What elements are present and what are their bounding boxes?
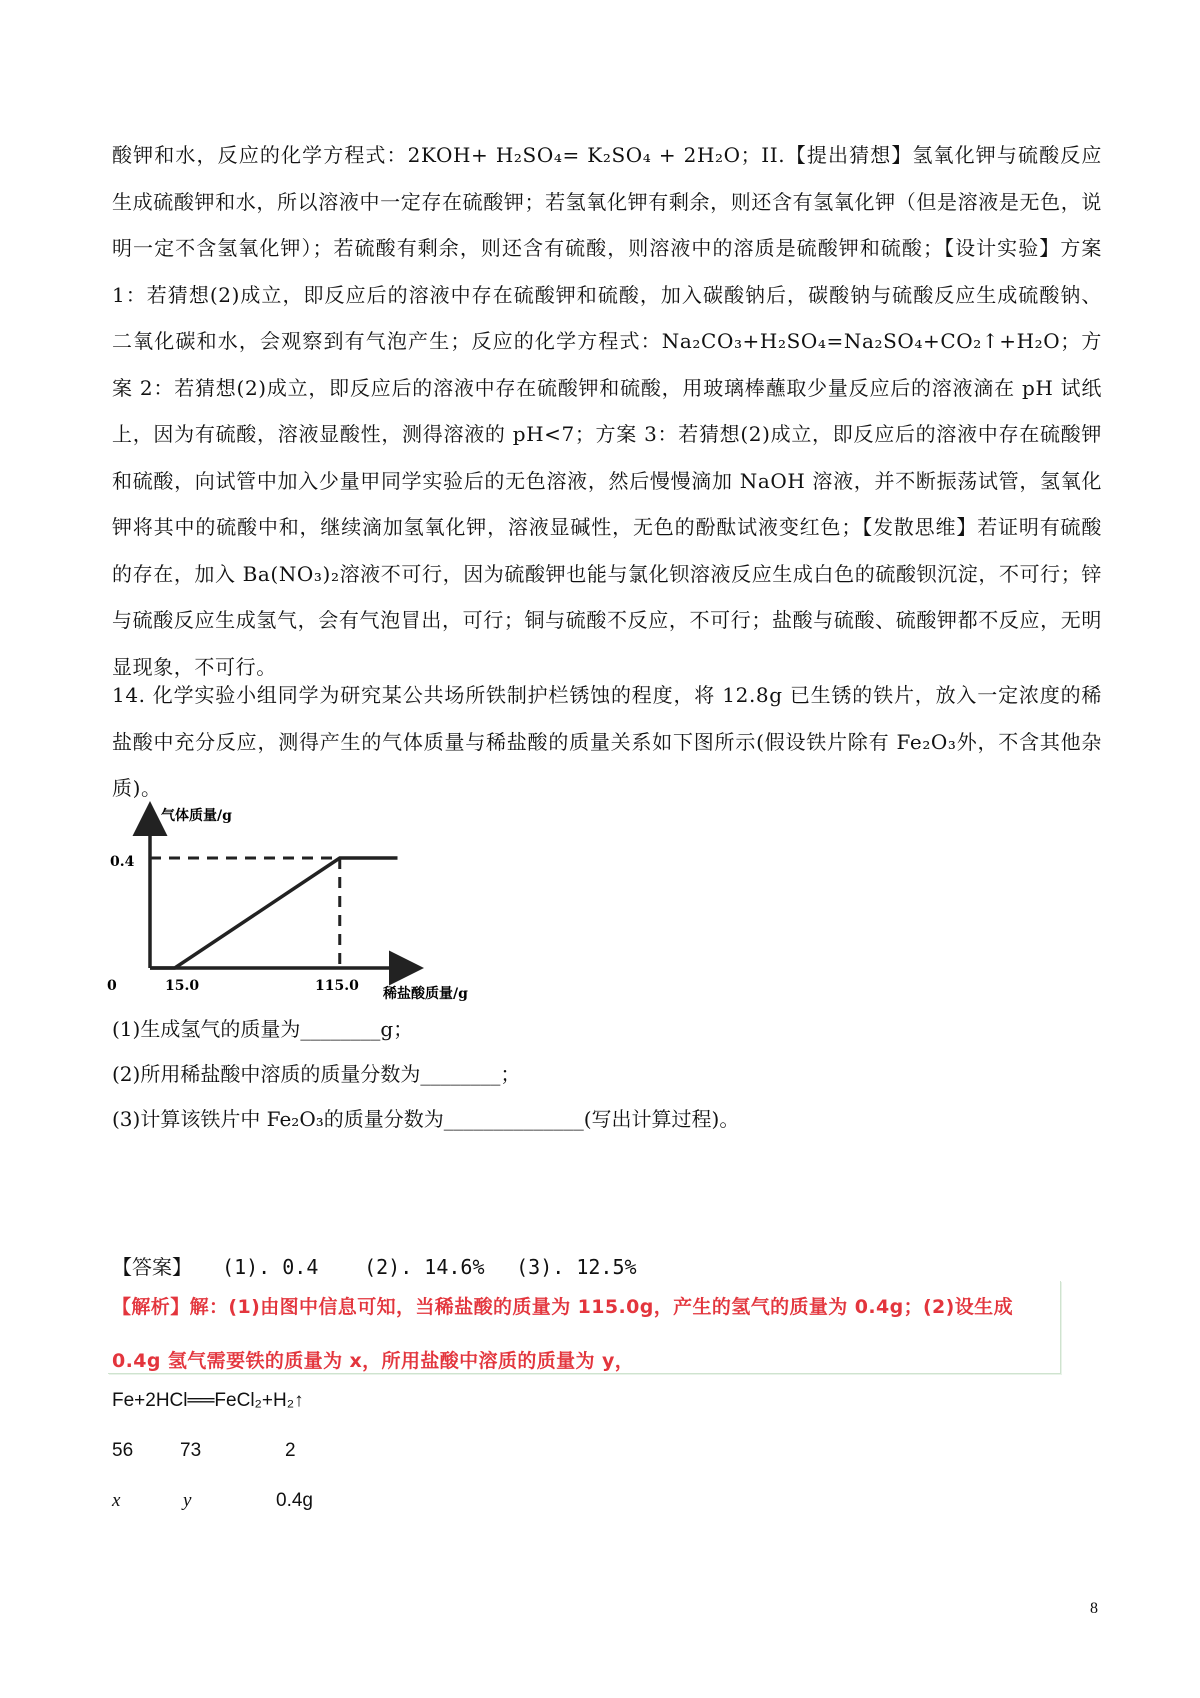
question-stem [112,672,1102,812]
answer-2: (2). 14.6% [364,1255,485,1279]
gas-mass-chart [95,800,495,1020]
sub-question-2: (2)所用稀盐酸中溶质的质量分数为________； [112,1062,521,1086]
x-axis-label: 稀盐酸质量/g [383,986,468,1002]
solution-text: 酸钾和水，反应的化学方程式：2KOH+ H₂SO₄= K₂SO₄ + 2H₂O；II.【提出猜想】氢氧化钾与硫酸反应生成硫酸钾和水，所以溶液中一定存在硫酸钾；若氢氧化钾有剩余，则还含有氢氧化钾（但是溶液是无色，说明一定不含氢氧化钾）；若硫酸有剩余，则还含有硫酸，则溶液中的溶质是硫酸钾和硫酸；【设计实验】方案 1：若猜想(2)成立，即反应后的溶液中存在硫酸钾和硫酸，加入碳酸钠后，碳酸钠与硫酸反应生成硫酸钠、二氧化碳和水，会观察到有气泡产生；反应的化学方程式：Na₂CO₃+H₂SO₄=Na₂SO₄+CO₂↑+H₂O；方案 2：若猜想(2)成立，即反应后的溶液中存在硫酸钾和硫酸，用玻璃棒蘸取少量反应后的溶液滴在 pH 试纸上，因为有硫酸，溶液显酸性，测得溶液的 pH<7；方案 3：若猜想(2)成立，即反应后的溶液中存在硫酸钾和硫酸，向试管中加入少量甲同学实验后的无色溶液，然后慢慢滴加 NaOH 溶液，并不断振荡试管，氢氧化钾将其中的硫酸中和，继续滴加氢氧化钾，溶液显碱性，无色的酚酞试液变红色；【发散思维】若证明有硫酸的存在，加入 Ba(NO₃)₂溶液不可行，因为硫酸钾也能与氯化钡溶液反应生成白色的硫酸钡沉淀，不可行；锌与硫酸反应生成氢气，会有气泡冒出，可行；铜与硫酸不反应，不可行；盐酸与硫酸、硫酸钾都不反应，无明显现象，不可行。 [112,143,1102,679]
origin-label: 0 [107,978,117,994]
analysis-line-1: 【解析】解：(1)由图中信息可知，当稀盐酸的质量为 115.0g，产生的氢气的质量为 0.4g；(2)设生成 [112,1296,1013,1318]
y-tick-label: 0.4 [110,854,135,870]
var-y: y [183,1490,192,1511]
y-axis-label: 气体质量/g [161,808,232,824]
x-tick-label: 15.0 [165,978,200,994]
var-h2-mass: 0.4g [276,1490,313,1511]
mass-hcl: 73 [180,1440,202,1461]
mass-h2: 2 [285,1440,296,1461]
var-x: x [112,1490,121,1511]
answer-line [112,1251,637,1280]
sub-question-1: (1)生成氢气的质量为________g； [112,1017,414,1041]
mass-fe: 56 [112,1440,134,1461]
solution-paragraph [112,132,1102,690]
page-number: 8 [1090,1600,1098,1617]
answer-label: 【答案】 [112,1255,192,1279]
question-text: 14. 化学实验小组同学为研究某公共场所铁制护栏锈蚀的程度，将 12.8g 已生锈的铁片，放入一定浓度的稀盐酸中充分反应，测得产生的气体质量与稀盐酸的质量关系如下图所示(假设铁片除有 Fe₂O₃外，不含其他杂质)。 [112,683,1102,800]
series-line [150,858,398,968]
x-tick-label: 115.0 [315,978,359,994]
sub-question-3: (3)计算该铁片中 Fe₂O₃的质量分数为______________(写出计算过程)。 [112,1107,740,1131]
analysis-line-2: 0.4g 氢气需要铁的质量为 x，所用盐酸中溶质的质量为 y， [112,1350,635,1372]
chemical-equation: Fe+2HCl══FeCl₂+H₂↑ [112,1390,304,1411]
answer-3: (3). 12.5% [516,1255,637,1279]
answer-1: (1). 0.4 [222,1255,319,1279]
